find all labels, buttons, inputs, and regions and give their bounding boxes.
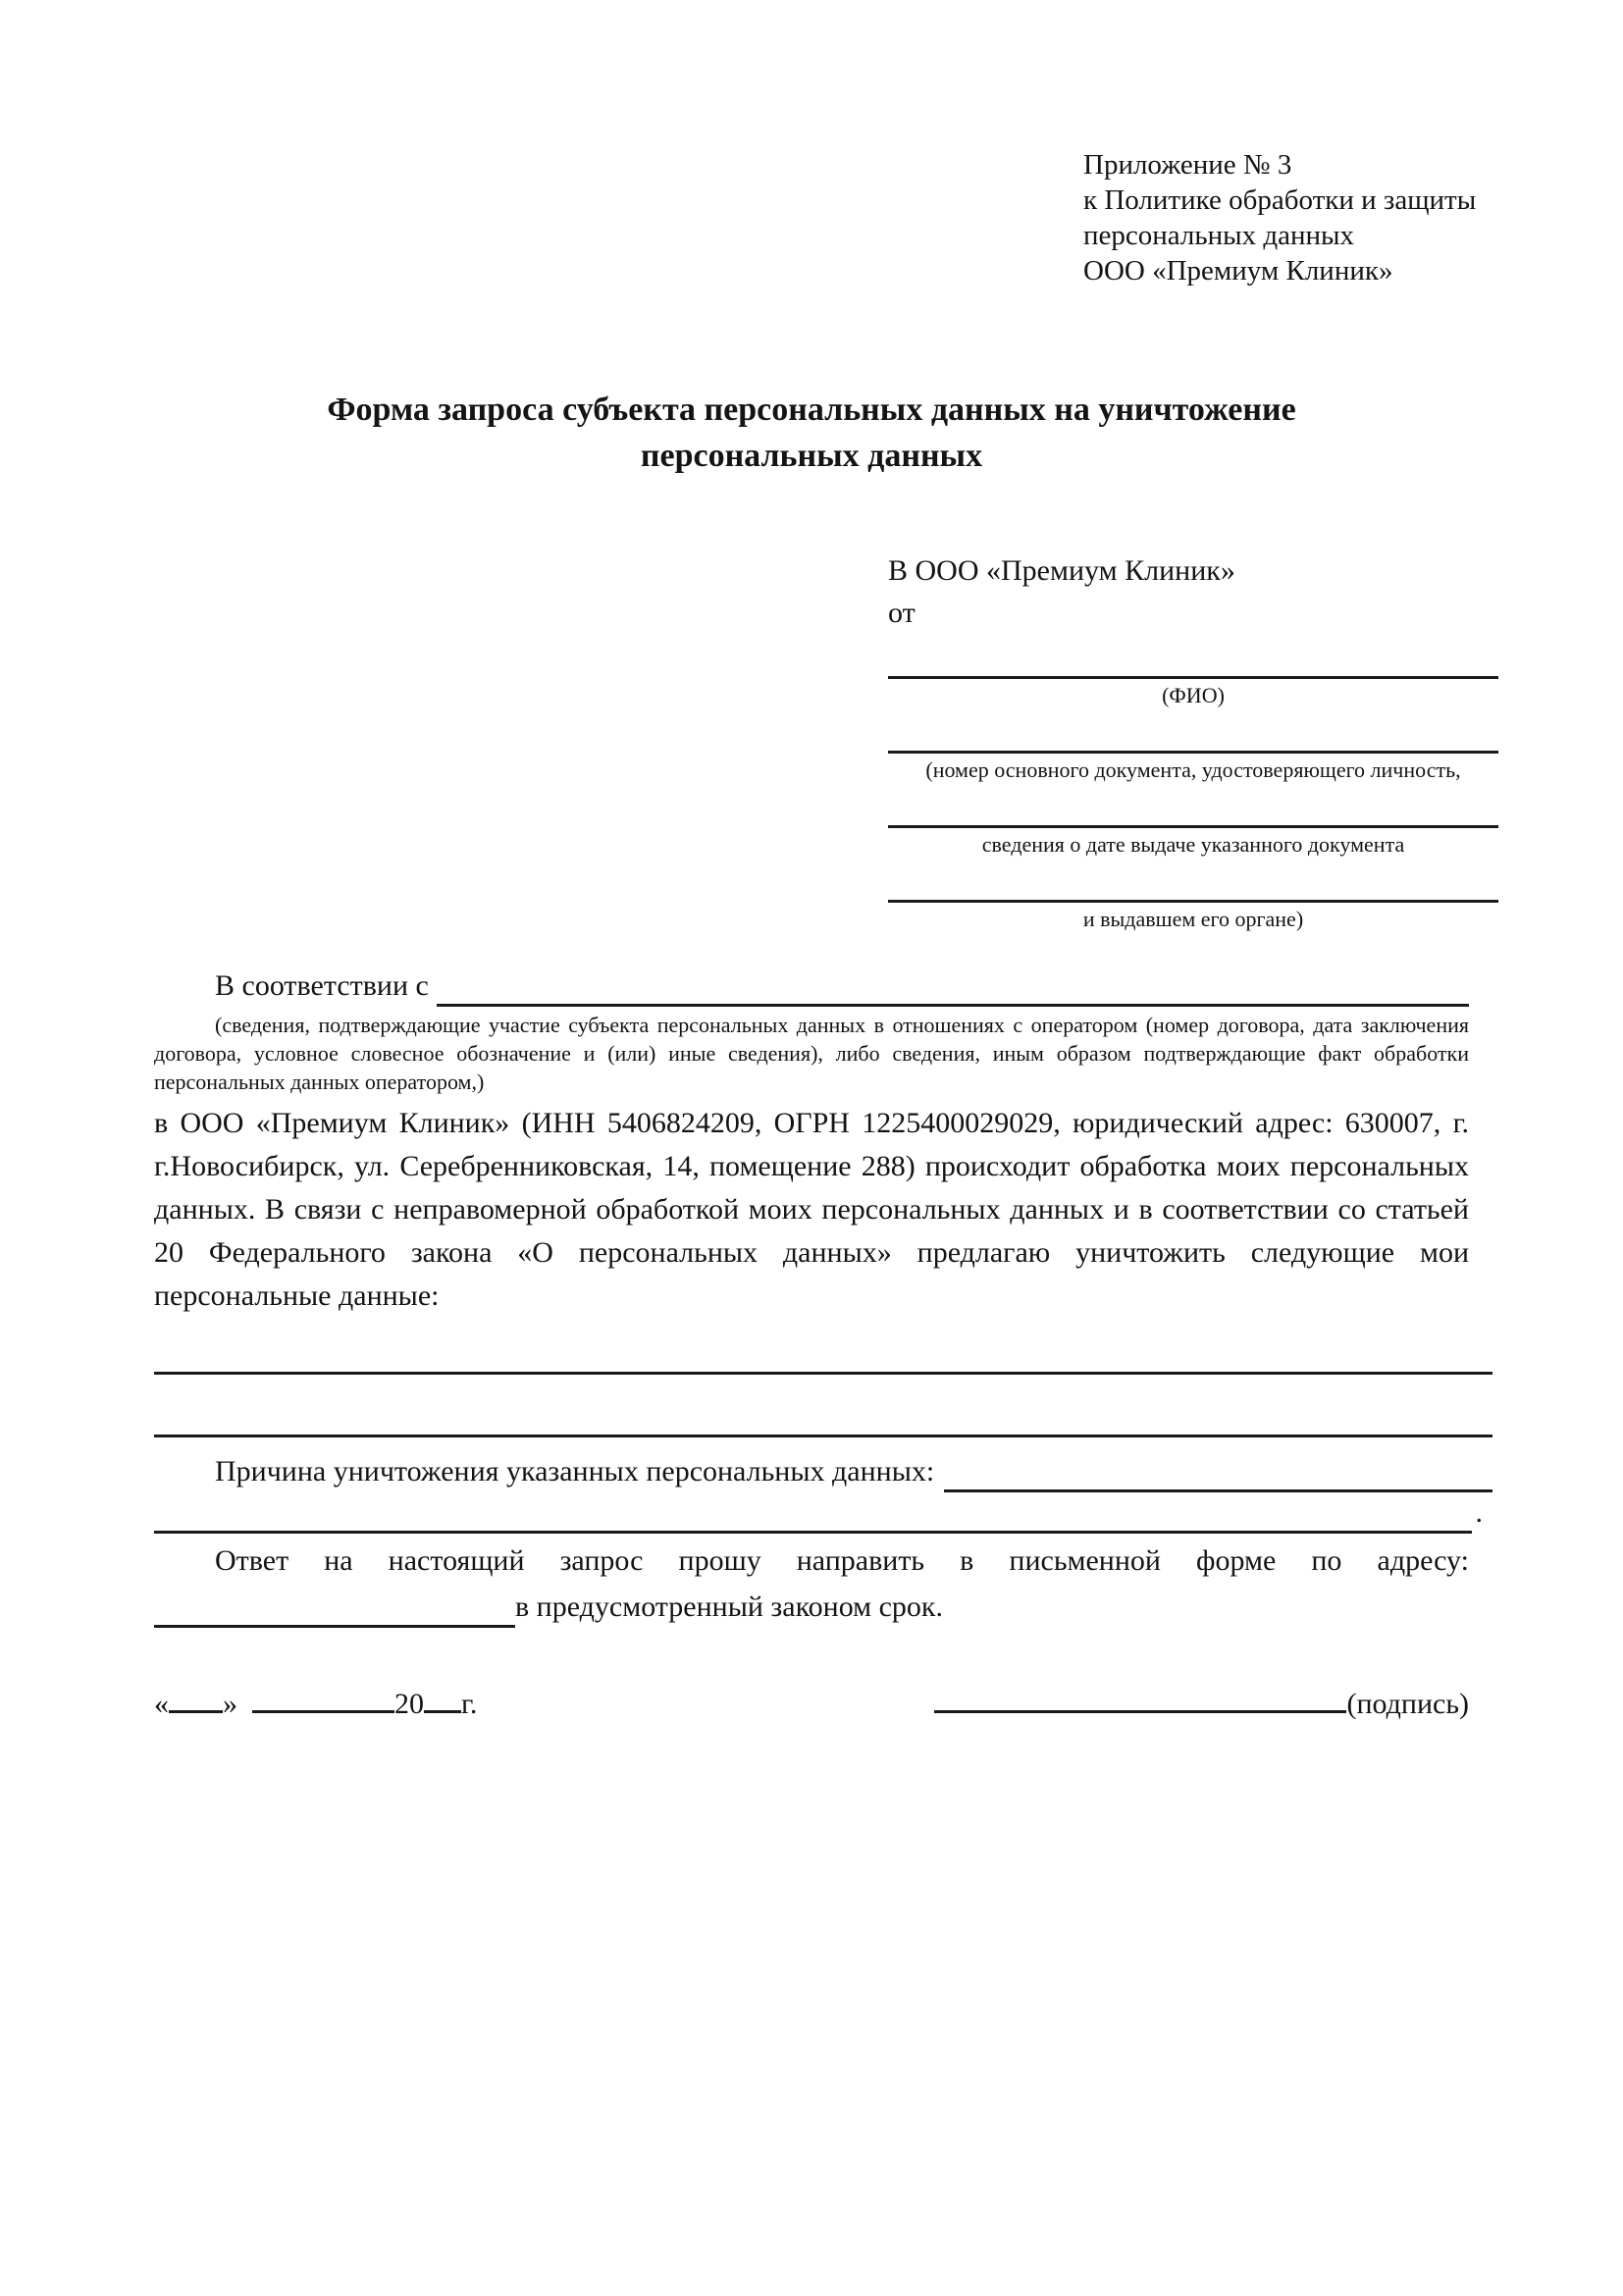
personal-data-field-line	[154, 1375, 1492, 1437]
accordance-label: В соответствии с	[215, 968, 429, 1002]
accordance-row	[154, 962, 1469, 1007]
issue-date-field	[888, 807, 1498, 858]
signature-caption: (подпись)	[1346, 1688, 1469, 1720]
document-title-line: Форма запроса субъекта персональных данных на уничтожение	[327, 391, 1296, 428]
reason-continuation-row	[154, 1492, 1483, 1534]
addressee-block	[888, 549, 1498, 932]
signature-group	[934, 1683, 1469, 1726]
accordance-field-line	[437, 973, 1469, 1007]
appendix-header-line: Приложение № 3	[1083, 149, 1292, 181]
year-field-line	[424, 1684, 461, 1713]
reason-row	[154, 1437, 1492, 1492]
issue-date-field-line	[888, 807, 1498, 828]
appendix-header-line: ООО «Премиум Клиник»	[1083, 255, 1393, 287]
fio-field-caption: (ФИО)	[1162, 683, 1225, 707]
date-quote-open: «	[154, 1688, 169, 1720]
address-row	[154, 1583, 1469, 1628]
answer-tail-text: в предусмотренный законом срок.	[515, 1590, 943, 1623]
appendix-header	[1083, 147, 1477, 288]
issue-date-field-caption: сведения о дате выдаче указанного документа	[981, 832, 1405, 857]
date-quote-close: »	[223, 1688, 237, 1720]
accordance-note: (сведения, подтверждающие участие субъекта персональных данных в отношениях с оператором (номер договора, дата заключения договора, условное словесное обозначение и (или) иные сведения), либо сведения, иным образом подтверждающие факт обработки персональных данных оператором,)	[154, 1013, 1469, 1094]
date-group	[154, 1683, 477, 1726]
month-field-line	[252, 1684, 394, 1713]
answer-paragraph: Ответ на настоящий запрос прошу направить в письменной форме по адресу:	[215, 1544, 1469, 1577]
document-number-field-caption: (номер основного документа, удостоверяющего личность,	[925, 757, 1461, 782]
addressee-from: от	[888, 597, 916, 629]
addressee-to: В ООО «Премиум Клиник»	[888, 554, 1235, 587]
main-paragraph: в ООО «Премиум Клиник» (ИНН 5406824209, ОГРН 1225400029029, юридический адрес: 630007, г. г.Новосибирск, ул. Серебренниковская, 14, помещение 288) происходит обработка моих персональных данных. В связи с неправомерной обработкой моих персональных данных и в соответствии со статьей 20 Федерального закона «О персональных данных» предлагаю уничтожить следующие мои персональные данные:	[154, 1107, 1469, 1312]
fio-field-line	[888, 657, 1498, 679]
issuing-authority-field-line	[888, 881, 1498, 903]
reason-label: Причина уничтожения указанных персональных данных:	[215, 1454, 935, 1487]
document-title	[154, 387, 1469, 479]
document-number-field	[888, 732, 1498, 783]
reason-field-line-2	[154, 1500, 1472, 1534]
sentence-period: .	[1475, 1495, 1483, 1529]
reason-field-line	[944, 1459, 1492, 1492]
document-number-field-line	[888, 732, 1498, 754]
appendix-header-line: к Политике обработки и защиты	[1083, 184, 1477, 216]
fio-field	[888, 657, 1498, 708]
date-signature-row	[154, 1683, 1469, 1726]
address-field-line	[154, 1594, 515, 1628]
signature-field-line	[934, 1684, 1346, 1713]
issuing-authority-field	[888, 881, 1498, 932]
issuing-authority-field-caption: и выдавшем его органе)	[1082, 907, 1304, 931]
personal-data-field-line	[154, 1318, 1492, 1375]
day-field-line	[169, 1684, 223, 1713]
year-prefix: 20	[394, 1688, 424, 1720]
appendix-header-line: персональных данных	[1083, 220, 1355, 251]
year-suffix: г.	[461, 1688, 478, 1720]
document-title-line: персональных данных	[640, 438, 983, 474]
